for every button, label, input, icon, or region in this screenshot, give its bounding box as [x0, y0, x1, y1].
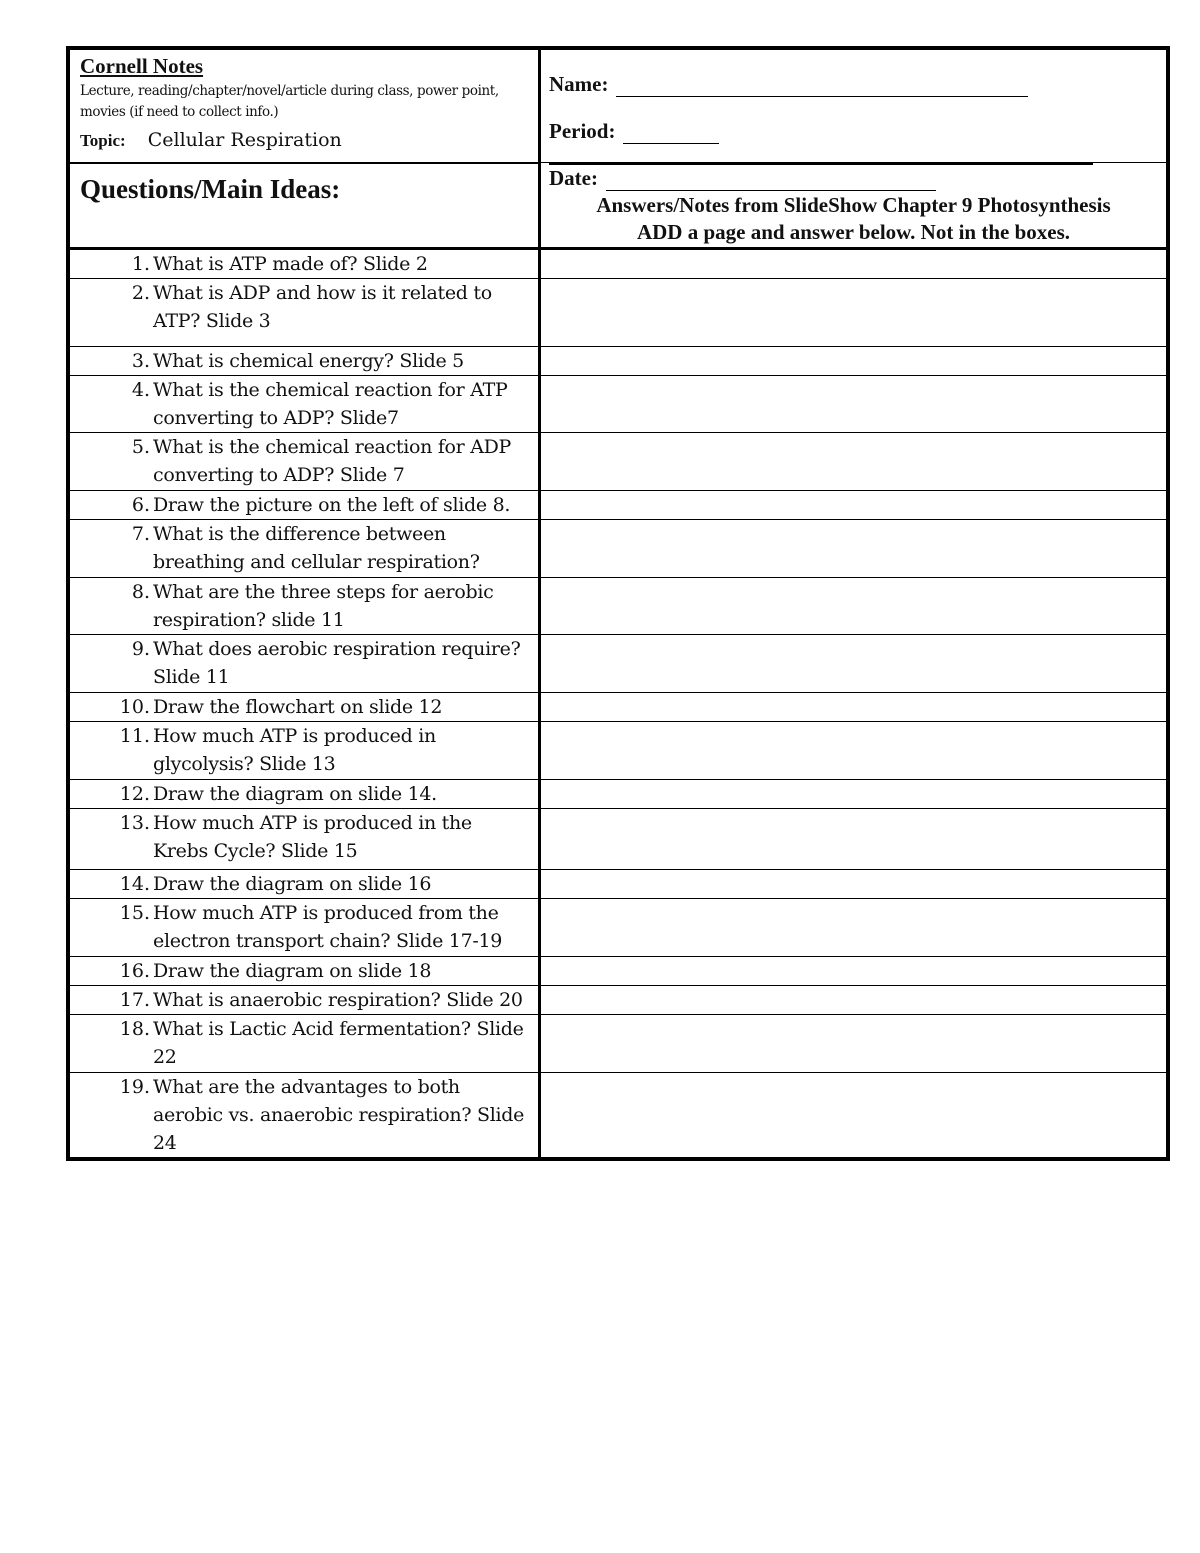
- answers-heading-line2: ADD a page and answer below. Not in the boxes.: [636, 220, 1071, 244]
- question-item: [70, 957, 532, 985]
- question-number: 13.: [119, 812, 150, 834]
- table-row: [70, 520, 1167, 578]
- question-cell: [70, 870, 540, 899]
- date-label: Date:: [549, 166, 598, 190]
- table-row: [70, 986, 1167, 1015]
- question-text: What is chemical energy? Slide 5: [153, 350, 464, 372]
- question-number: 3.: [131, 350, 150, 372]
- answer-cell[interactable]: [540, 780, 1167, 809]
- question-cell: [70, 957, 540, 986]
- question-number: 18.: [119, 1018, 150, 1040]
- header-divider: [549, 162, 1093, 165]
- answer-cell[interactable]: [540, 957, 1167, 986]
- answer-cell[interactable]: [540, 520, 1167, 578]
- question-item: [70, 780, 532, 808]
- question-text: What is Lactic Acid fermentation? Slide 22: [153, 1018, 524, 1068]
- question-text: What is the chemical reaction for ATP converting to ADP? Slide7: [153, 379, 508, 429]
- topic-value: Cellular Respiration: [147, 129, 342, 151]
- question-item: [70, 635, 532, 691]
- question-text: How much ATP is produced in glycolysis? Slide 13: [153, 725, 436, 775]
- question-cell: [70, 433, 540, 491]
- question-item: [70, 279, 532, 335]
- document-subtitle: Lecture, reading/chapter/novel/article during class, power point, movies (if need to collect info.): [80, 83, 499, 120]
- question-text: Draw the diagram on slide 18: [153, 960, 432, 982]
- question-cell: [70, 249, 540, 279]
- question-text: What are the advantages to both aerobic vs. anaerobic respiration? Slide 24: [153, 1076, 525, 1154]
- answer-cell[interactable]: [540, 1073, 1167, 1158]
- question-text: How much ATP is produced from the electron transport chain? Slide 17-19: [153, 902, 503, 952]
- question-text: What are the three steps for aerobic respiration? slide 11: [153, 581, 494, 631]
- table-row: [70, 433, 1167, 491]
- question-item: [70, 722, 532, 778]
- answer-cell[interactable]: [540, 870, 1167, 899]
- question-item: [70, 1015, 532, 1071]
- question-number: 7.: [131, 523, 150, 545]
- question-cell: [70, 986, 540, 1015]
- question-number: 10.: [119, 696, 150, 718]
- question-cell: [70, 693, 540, 722]
- question-item: [70, 491, 532, 519]
- question-number: 19.: [119, 1076, 150, 1098]
- questions-heading: Questions/Main Ideas:: [80, 173, 341, 204]
- question-text: What does aerobic respiration require? Slide 11: [153, 638, 521, 688]
- question-text: What is the chemical reaction for ADP converting to ADP? Slide 7: [153, 436, 512, 486]
- question-cell: [70, 722, 540, 780]
- question-item: [70, 986, 532, 1014]
- question-item: [70, 433, 532, 489]
- answer-cell[interactable]: [540, 279, 1167, 347]
- question-cell: [70, 635, 540, 693]
- notes-table: [69, 49, 1167, 1158]
- question-number: 1.: [131, 253, 150, 275]
- table-row: [70, 491, 1167, 520]
- question-cell: [70, 376, 540, 433]
- question-text: What is the difference between breathing and cellular respiration?: [153, 523, 480, 573]
- question-cell: [70, 809, 540, 870]
- header-right-cell: [540, 50, 1167, 163]
- question-text: Draw the picture on the left of slide 8.: [153, 494, 511, 516]
- answer-cell[interactable]: [540, 578, 1167, 635]
- answer-cell[interactable]: [540, 249, 1167, 279]
- question-item: [70, 1073, 532, 1157]
- table-row: [70, 635, 1167, 693]
- question-text: Draw the flowchart on slide 12: [153, 696, 443, 718]
- answer-cell[interactable]: [540, 491, 1167, 520]
- name-label: Name:: [549, 72, 609, 96]
- name-blank-line[interactable]: [616, 78, 1028, 97]
- question-cell: [70, 1073, 540, 1158]
- table-row: [70, 376, 1167, 433]
- question-cell: [70, 279, 540, 347]
- question-cell: [70, 578, 540, 635]
- question-item: [70, 578, 532, 634]
- answer-cell[interactable]: [540, 1015, 1167, 1073]
- question-text: Draw the diagram on slide 16: [153, 873, 432, 895]
- table-row: [70, 780, 1167, 809]
- question-cell: [70, 780, 540, 809]
- question-number: 5.: [131, 436, 150, 458]
- question-item: [70, 376, 532, 432]
- table-row: [70, 249, 1167, 279]
- cornell-notes-sheet: [66, 46, 1170, 1161]
- question-cell: [70, 491, 540, 520]
- question-item: [70, 520, 532, 576]
- questions-heading-cell: [70, 163, 540, 249]
- table-row: [70, 578, 1167, 635]
- table-row: [70, 899, 1167, 957]
- question-cell: [70, 899, 540, 957]
- header-row: [70, 50, 1167, 163]
- question-number: 8.: [131, 581, 150, 603]
- answer-cell[interactable]: [540, 809, 1167, 870]
- question-number: 9.: [131, 638, 150, 660]
- topic-label: Topic:: [80, 131, 126, 150]
- question-item: [70, 347, 532, 375]
- date-blank-line[interactable]: [606, 172, 936, 191]
- question-text: How much ATP is produced in the Krebs Cycle? Slide 15: [153, 812, 472, 862]
- question-item: [70, 870, 532, 898]
- answer-cell[interactable]: [540, 376, 1167, 433]
- question-text: What is anaerobic respiration? Slide 20: [153, 989, 523, 1011]
- answer-cell[interactable]: [540, 722, 1167, 780]
- question-number: 4.: [131, 379, 150, 401]
- question-text: What is ATP made of? Slide 2: [153, 253, 428, 275]
- answer-cell[interactable]: [540, 986, 1167, 1015]
- table-row: [70, 347, 1167, 376]
- table-row: [70, 279, 1167, 347]
- table-row: [70, 870, 1167, 899]
- question-number: 14.: [119, 873, 150, 895]
- question-number: 6.: [131, 494, 150, 516]
- question-number: 15.: [119, 902, 150, 924]
- topic-row: [80, 129, 530, 151]
- period-blank-line[interactable]: [623, 125, 719, 144]
- answer-cell[interactable]: [540, 635, 1167, 693]
- answer-cell[interactable]: [540, 899, 1167, 957]
- question-number: 17.: [119, 989, 150, 1011]
- document-title: Cornell Notes: [80, 54, 204, 78]
- name-field[interactable]: [549, 72, 1158, 97]
- answer-cell[interactable]: [540, 693, 1167, 722]
- question-number: 2.: [131, 282, 150, 304]
- table-row: [70, 722, 1167, 780]
- header-left-cell: [70, 50, 540, 163]
- table-row: [70, 1073, 1167, 1158]
- question-cell: [70, 1015, 540, 1073]
- question-cell: [70, 520, 540, 578]
- table-row: [70, 1015, 1167, 1073]
- question-cell: [70, 347, 540, 376]
- answers-heading-cell: [540, 163, 1167, 249]
- period-field[interactable]: [549, 119, 1158, 144]
- answers-heading-line1: Answers/Notes from SlideShow Chapter 9 Photosynthesis: [596, 193, 1111, 217]
- question-text: What is ADP and how is it related to ATP? Slide 3: [153, 282, 492, 332]
- question-item: [70, 809, 532, 865]
- date-field[interactable]: [549, 166, 1158, 191]
- heading-row: [70, 163, 1167, 249]
- question-number: 11.: [119, 725, 150, 747]
- answer-cell[interactable]: [540, 433, 1167, 491]
- answer-cell[interactable]: [540, 347, 1167, 376]
- question-item: [70, 250, 532, 278]
- period-label: Period:: [549, 119, 616, 143]
- question-number: 16.: [119, 960, 150, 982]
- table-row: [70, 693, 1167, 722]
- question-item: [70, 899, 532, 955]
- question-number: 12.: [119, 783, 150, 805]
- question-item: [70, 693, 532, 721]
- table-row: [70, 809, 1167, 870]
- table-row: [70, 957, 1167, 986]
- question-text: Draw the diagram on slide 14.: [153, 783, 437, 805]
